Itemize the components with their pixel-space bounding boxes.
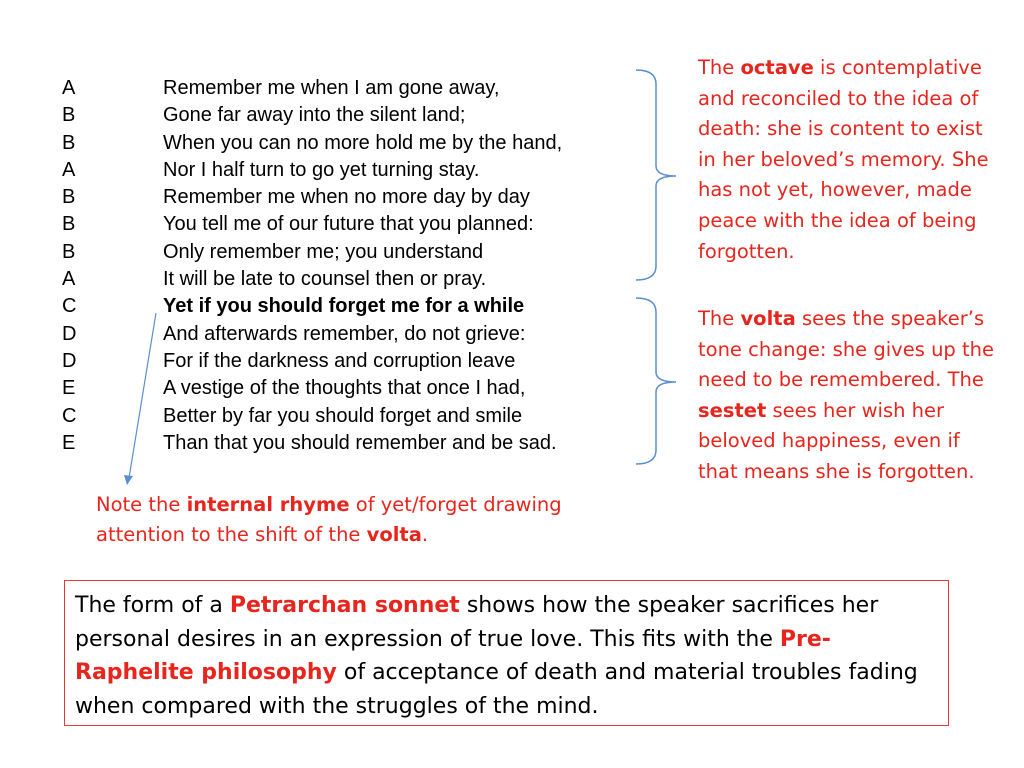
poem-line-text: You tell me of our future that you planned:	[163, 213, 534, 236]
poem-line-text: Remember me when I am gone away,	[163, 77, 500, 99]
note-text: of yet/forget drawing attention to the shift of the	[96, 493, 562, 546]
note-text: Note the	[96, 493, 187, 516]
poem-line-text: Nor I half turn to go yet turning stay.	[163, 158, 480, 181]
rhyme-letter: A	[62, 77, 76, 99]
rhyme-letter: C	[62, 295, 77, 318]
note-keyword: octave	[740, 56, 814, 79]
rhyme-letter: D	[62, 322, 77, 345]
rhyme-letter: C	[62, 404, 77, 427]
summary-keyword: Pre-Raphelite philosophy	[75, 626, 831, 685]
poem-line-text: When you can no more hold me by the hand,	[163, 131, 563, 154]
note-text: The	[698, 56, 741, 79]
rhyme-arrow	[129, 313, 156, 478]
summary-text: shows how the speaker sacrifices her personal desires in an expression of true love. This fits with the	[75, 593, 879, 652]
poem-line-text: Gone far away into the silent land;	[163, 104, 466, 127]
poem-line-text: Remember me when no more day by day	[163, 186, 530, 209]
internal-rhyme-note	[96, 490, 616, 550]
volta-note	[698, 304, 998, 488]
poem-line-text: For if the darkness and corruption leave	[163, 349, 516, 372]
note-text: The	[698, 307, 741, 330]
octave-bracket	[636, 70, 676, 280]
note-text: is contemplative and reconciled to the idea of death: she is content to exist in her beloved’s memory. She has not yet, however, made peace with the idea of being forgotten.	[698, 56, 989, 263]
summary-text: The form of a	[75, 593, 230, 618]
rhyme-letter: B	[62, 186, 76, 209]
volta-line-text: Yet if you should forget me for a while	[163, 295, 525, 318]
rhyme-letter: B	[62, 240, 76, 263]
rhyme-letter: E	[62, 377, 76, 400]
rhyme-letter: B	[62, 104, 76, 127]
poem-line-text: A vestige of the thoughts that once I had,	[163, 377, 526, 400]
note-keyword: internal rhyme	[186, 493, 350, 516]
rhyme-letter: A	[62, 158, 76, 181]
octave-note	[698, 53, 998, 267]
rhyme-letter: B	[62, 131, 76, 154]
rhyme-letter: B	[62, 213, 76, 236]
note-keyword: volta	[740, 307, 796, 330]
poem-line-text: And afterwards remember, do not grieve:	[163, 322, 526, 345]
poem-line-text: Only remember me; you understand	[163, 240, 484, 263]
note-text: sees her wish her beloved happiness, even if that means she is forgotten.	[698, 398, 975, 483]
poem-line-text: Better by far you should forget and smile	[163, 404, 523, 427]
rhyme-letter: E	[62, 431, 76, 454]
summary-box	[64, 580, 949, 726]
rhyme-letter: D	[62, 349, 77, 372]
poem-line-text: It will be late to counsel then or pray.	[163, 268, 487, 291]
note-text: sees the speaker’s tone change: she gives up the need to be remembered. The	[698, 307, 995, 392]
rhyme-arrow-head	[124, 475, 133, 485]
note-keyword: volta	[366, 523, 422, 546]
summary-text: of acceptance of death and material troubles fading when compared with the struggles of the mind.	[75, 660, 918, 719]
rhyme-letter: A	[62, 268, 76, 291]
sestet-bracket	[636, 298, 676, 464]
note-keyword: sestet	[698, 398, 767, 422]
poem-line-text: Than that you should remember and be sad.	[163, 431, 557, 454]
summary-keyword: Petrarchan sonnet	[229, 593, 460, 618]
note-text: .	[421, 523, 429, 546]
